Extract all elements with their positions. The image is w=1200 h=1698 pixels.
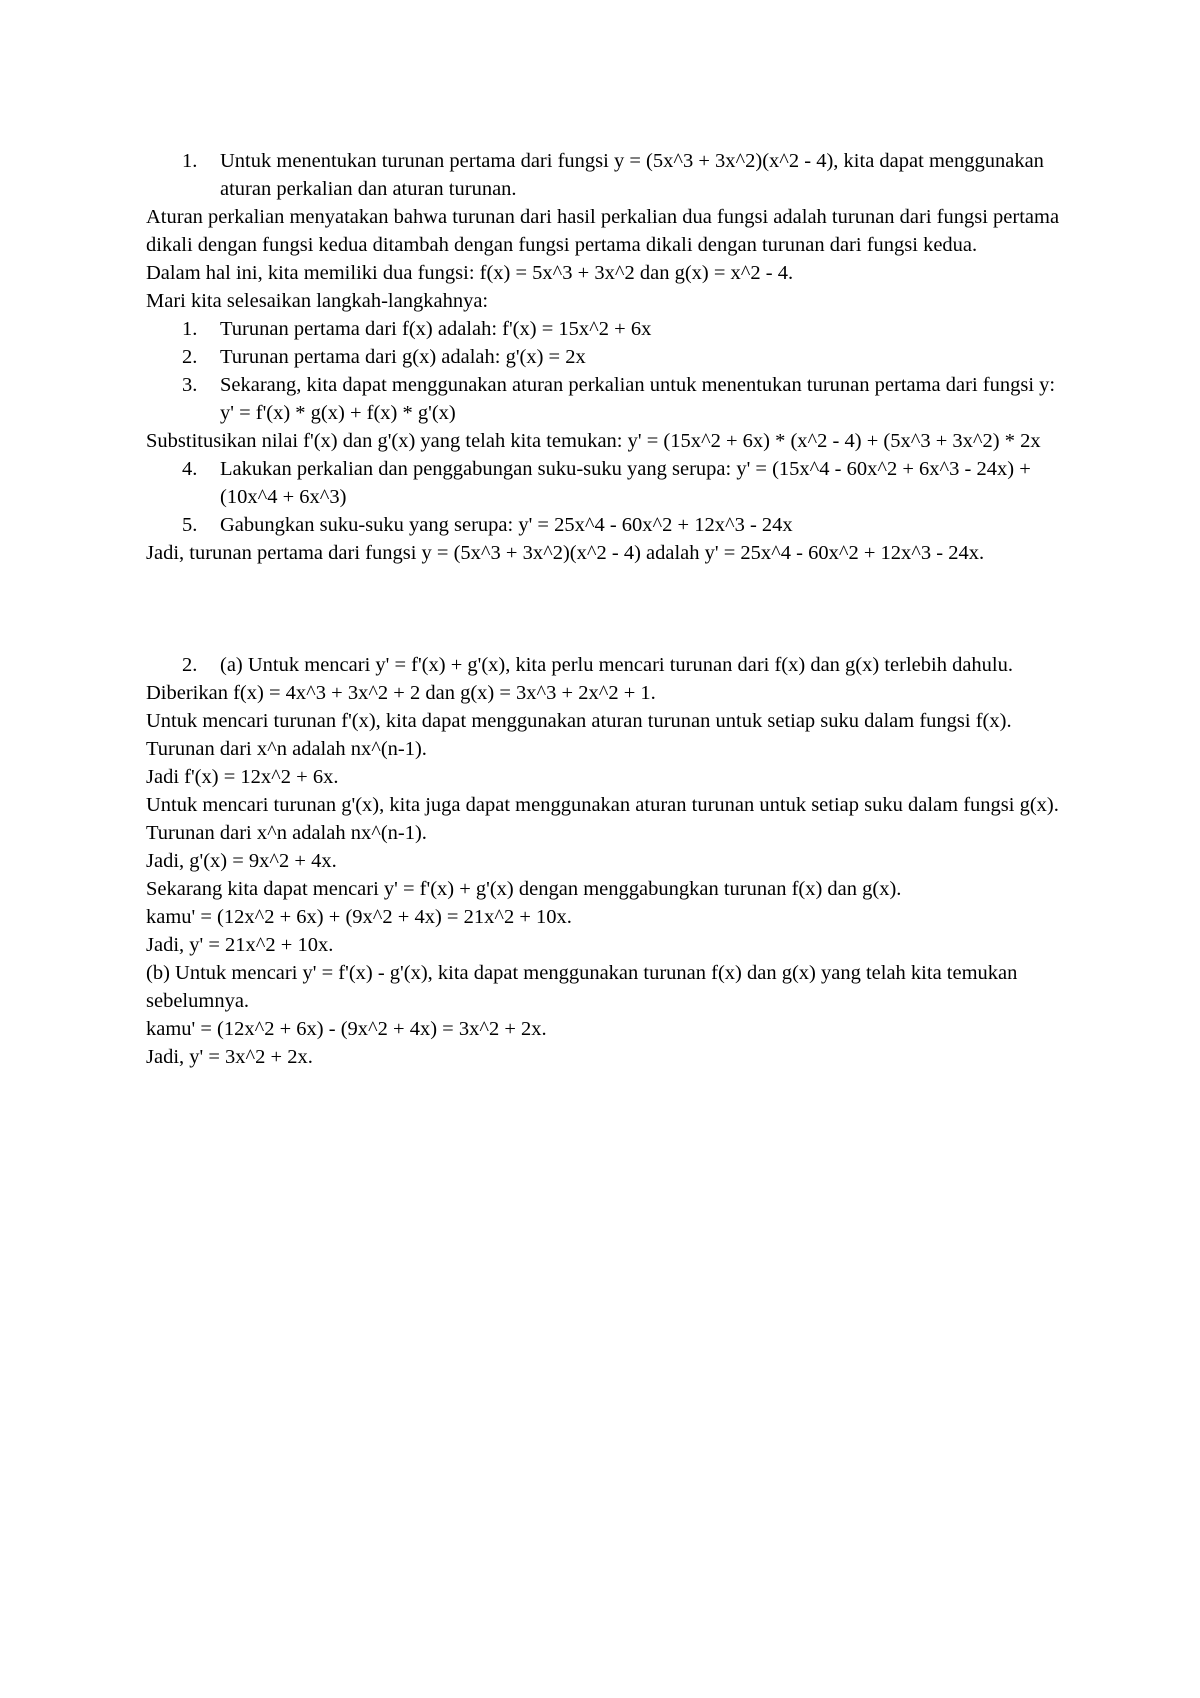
paragraph: Jadi, y' = 21x^2 + 10x. bbox=[146, 934, 334, 956]
paragraph: Untuk mencari turunan g'(x), kita juga dapat menggunakan aturan turunan untuk setiap suku dalam fungsi g(x). Turunan dari x^n adalah nx^(n-1). bbox=[146, 794, 1059, 844]
document-body bbox=[146, 147, 1066, 1071]
paragraph: Sekarang kita dapat mencari y' = f'(x) + g'(x) dengan menggabungkan turunan f(x) dan g(x). bbox=[146, 878, 902, 900]
step-item-3 bbox=[146, 371, 1066, 427]
paragraph: Substitusikan nilai f'(x) dan g'(x) yang telah kita temukan: y' = (15x^2 + 6x) * (x^2 - 4) + (5x^3 + 3x^2) * 2x bbox=[146, 430, 1041, 452]
paragraph: Jadi, g'(x) = 9x^2 + 4x. bbox=[146, 850, 337, 872]
list-text: (a) Untuk mencari y' = f'(x) + g'(x), kita perlu mencari turunan dari f(x) dan g(x) terlebih dahulu. bbox=[220, 654, 1013, 676]
list-number: 3. bbox=[182, 374, 198, 396]
list-number: 1. bbox=[182, 150, 198, 172]
step-item-4 bbox=[146, 455, 1066, 511]
paragraph: Untuk mencari turunan f'(x), kita dapat menggunakan aturan turunan untuk setiap suku dalam fungsi f(x). Turunan dari x^n adalah nx^(n-1). bbox=[146, 710, 1012, 760]
list-number: 5. bbox=[182, 514, 198, 536]
list-item-2 bbox=[146, 651, 1066, 679]
list-text: Lakukan perkalian dan penggabungan suku-suku yang serupa: y' = (15x^4 - 60x^2 + 6x^3 - 24x) + (10x^4 + 6x^3) bbox=[220, 458, 1031, 508]
list-text: Untuk menentukan turunan pertama dari fungsi y = (5x^3 + 3x^2)(x^2 - 4), kita dapat menggunakan aturan perkalian dan aturan turunan. bbox=[220, 150, 1044, 200]
paragraph: Dalam hal ini, kita memiliki dua fungsi: f(x) = 5x^3 + 3x^2 dan g(x) = x^2 - 4. bbox=[146, 262, 794, 284]
paragraph: Diberikan f(x) = 4x^3 + 3x^2 + 2 dan g(x) = 3x^3 + 2x^2 + 1. bbox=[146, 682, 656, 704]
list-text: Sekarang, kita dapat menggunakan aturan perkalian untuk menentukan turunan pertama dari fungsi y: y' = f'(x) * g(x) + f(x) * g'(x) bbox=[220, 374, 1056, 424]
paragraph: Mari kita selesaikan langkah-langkahnya: bbox=[146, 290, 489, 312]
section-spacer bbox=[146, 567, 1066, 651]
conclusion-paragraph: Jadi, turunan pertama dari fungsi y = (5x^3 + 3x^2)(x^2 - 4) adalah y' = 25x^4 - 60x^2 + 12x^3 - 24x. bbox=[146, 542, 985, 564]
list-item-1 bbox=[146, 147, 1066, 203]
paragraph: Aturan perkalian menyatakan bahwa turunan dari hasil perkalian dua fungsi adalah turunan dari fungsi pertama dikali dengan fungsi kedua ditambah dengan fungsi pertama dikali dengan turunan dari fungsi kedua. bbox=[146, 206, 1060, 256]
paragraph: Jadi f'(x) = 12x^2 + 6x. bbox=[146, 766, 339, 788]
paragraph: kamu' = (12x^2 + 6x) + (9x^2 + 4x) = 21x^2 + 10x. bbox=[146, 906, 572, 928]
list-number: 1. bbox=[182, 318, 198, 340]
list-number: 2. bbox=[182, 346, 198, 368]
list-number: 4. bbox=[182, 458, 198, 480]
step-item-1 bbox=[146, 315, 1066, 343]
list-number: 2. bbox=[182, 654, 198, 676]
paragraph: Jadi, y' = 3x^2 + 2x. bbox=[146, 1046, 313, 1068]
paragraph: kamu' = (12x^2 + 6x) - (9x^2 + 4x) = 3x^2 + 2x. bbox=[146, 1018, 547, 1040]
list-text: Turunan pertama dari g(x) adalah: g'(x) = 2x bbox=[220, 346, 586, 368]
list-text: Turunan pertama dari f(x) adalah: f'(x) = 15x^2 + 6x bbox=[220, 318, 652, 340]
step-item-2 bbox=[146, 343, 1066, 371]
step-item-5 bbox=[146, 511, 1066, 539]
paragraph: (b) Untuk mencari y' = f'(x) - g'(x), kita dapat menggunakan turunan f(x) dan g(x) yang telah kita temukan sebelumnya. bbox=[146, 962, 1018, 1012]
list-text: Gabungkan suku-suku yang serupa: y' = 25x^4 - 60x^2 + 12x^3 - 24x bbox=[220, 514, 793, 536]
